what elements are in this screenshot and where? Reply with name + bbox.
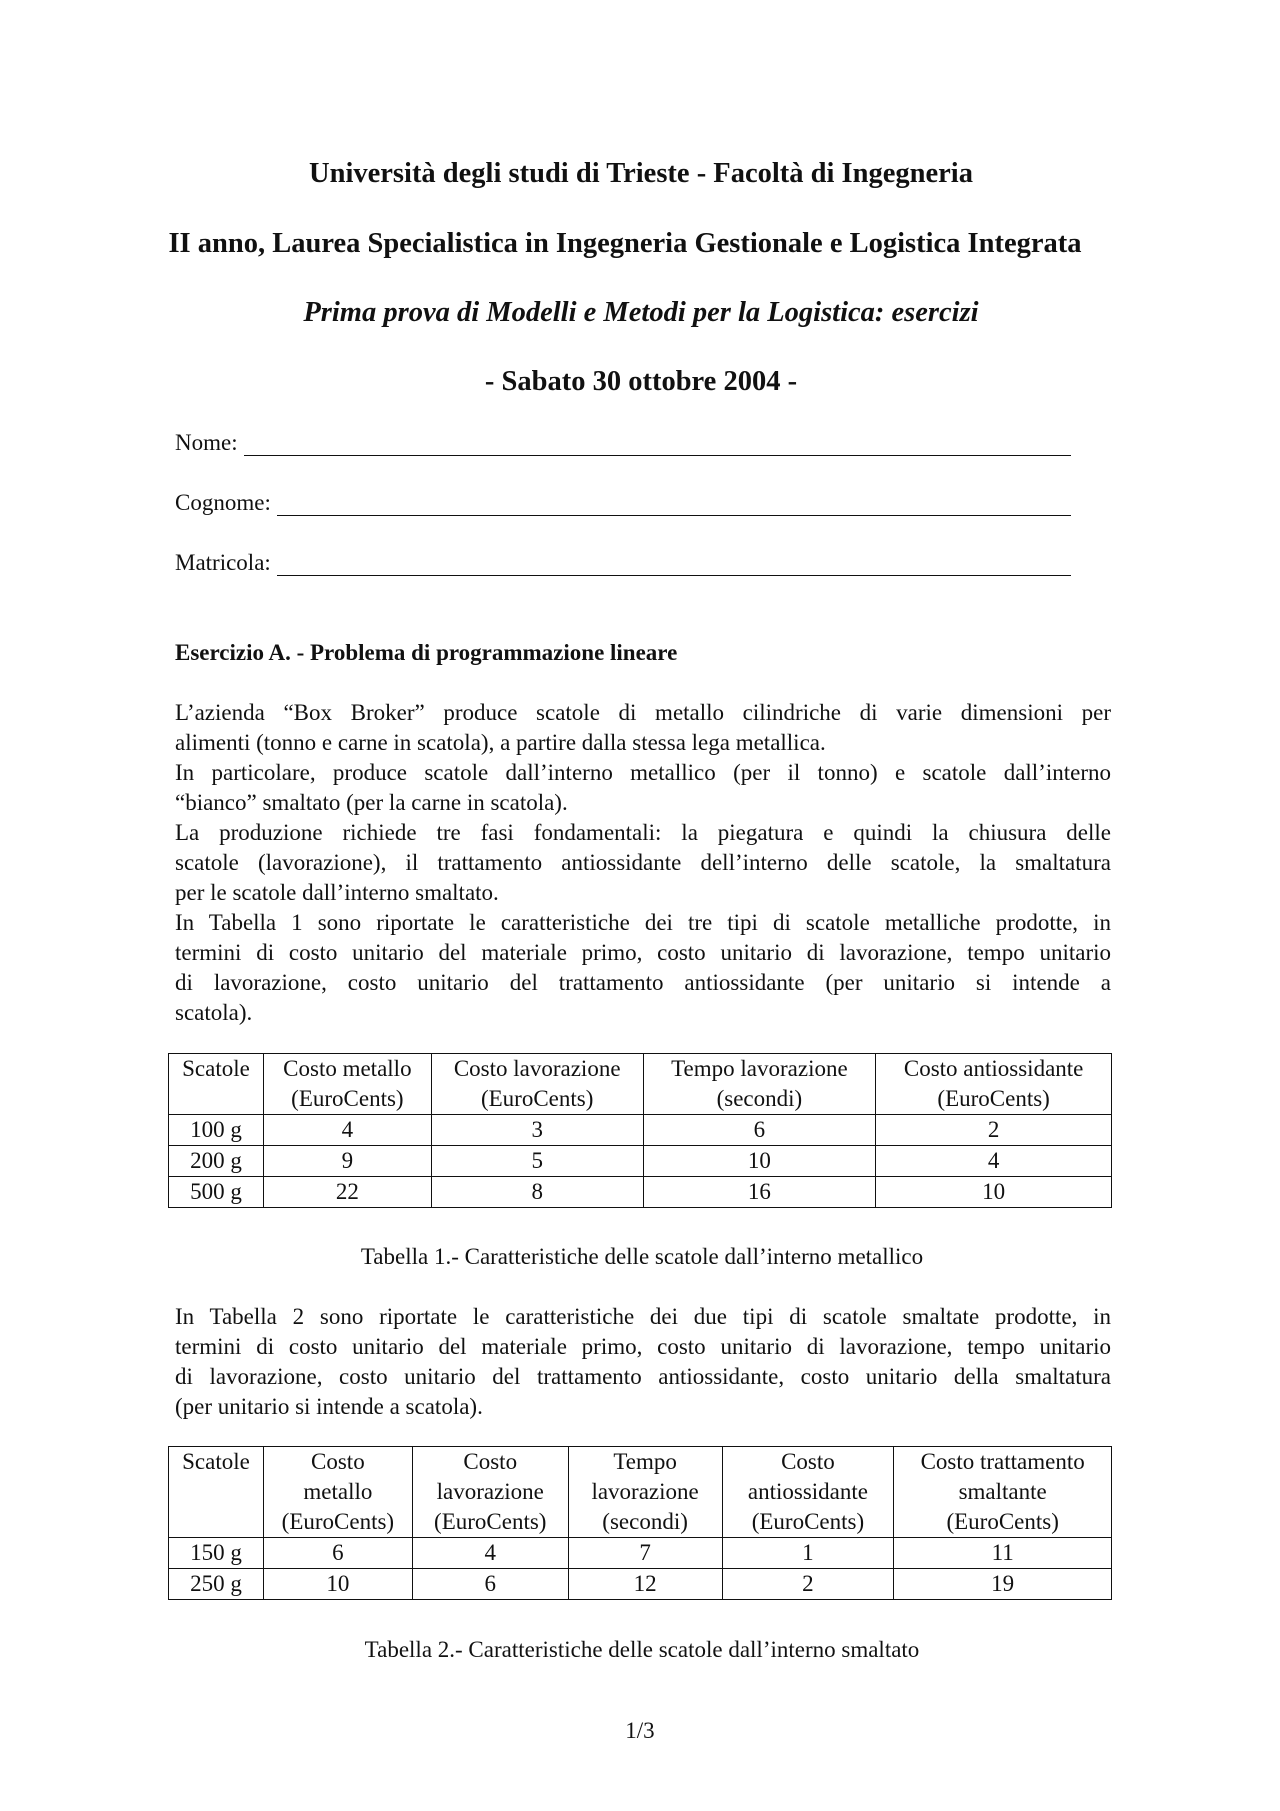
table-row <box>169 1569 1112 1600</box>
text-line: per le scatole dall’interno smaltato. <box>175 880 499 905</box>
header-cell: Costo lavorazione (EuroCents) <box>431 1054 643 1115</box>
text-line: In particolare, produce scatole dall’interno metallico (per il tonno) e scatole dall’interno <box>175 760 1111 785</box>
table-cell: 6 <box>412 1569 568 1600</box>
text-line: di lavorazione, costo unitario del trattamento antiossidante (per unitario si intende a <box>175 970 1111 995</box>
intro-paragraph <box>175 698 1111 1028</box>
table-cell: 12 <box>568 1569 722 1600</box>
table-cell: 3 <box>431 1115 643 1146</box>
table-cell: 9 <box>263 1146 431 1177</box>
table-cell: 10 <box>876 1177 1112 1208</box>
text-line: In Tabella 2 sono riportate le caratteristiche dei due tipi di scatole smaltate prodotte, in <box>175 1304 1111 1329</box>
page-number: 1/3 <box>625 1718 655 1743</box>
text-line: termini di costo unitario del materiale primo, costo unitario di lavorazione, tempo unitario <box>175 940 1111 965</box>
table-row <box>169 1115 1112 1146</box>
name-label: Nome: <box>175 430 238 455</box>
text-line: termini di costo unitario del materiale primo, costo unitario di lavorazione, tempo unitario <box>175 1334 1111 1359</box>
text-line: L’azienda “Box Broker” produce scatole di metallo cilindriche di varie dimensioni per <box>175 700 1111 725</box>
table-row <box>169 1177 1112 1208</box>
table-enamelled-boxes <box>168 1446 1112 1600</box>
text-line: “bianco” smaltato (per la carne in scatola). <box>175 790 568 815</box>
table-cell: 4 <box>876 1146 1112 1177</box>
table-metallic-boxes <box>168 1053 1112 1208</box>
course-title: II anno, Laurea Specialistica in Ingegneria Gestionale e Logistica Integrata <box>168 228 1082 259</box>
exam-date: - Sabato 30 ottobre 2004 - <box>484 366 798 397</box>
text-line: In Tabella 1 sono riportate le caratteristiche dei tre tipi di scatole metalliche prodotte, in <box>175 910 1111 935</box>
surname-label: Cognome: <box>175 490 271 515</box>
text-line: scatole (lavorazione), il trattamento antiossidante dell’interno delle scatole, la smaltatura <box>175 850 1111 875</box>
header-cell: Costo antiossidante (EuroCents) <box>722 1447 894 1538</box>
table-row <box>169 1538 1112 1569</box>
table-cell: 7 <box>568 1538 722 1569</box>
header-cell: Costo antiossidante (EuroCents) <box>876 1054 1112 1115</box>
table-header-row <box>169 1054 1112 1115</box>
header-cell: Costo trattamento smaltante (EuroCents) <box>894 1447 1112 1538</box>
university-title: Università degli studi di Trieste - Facoltà di Ingegneria <box>309 158 973 189</box>
table-cell: 22 <box>263 1177 431 1208</box>
text-line: di lavorazione, costo unitario del trattamento antiossidante, costo unitario della smaltatura <box>175 1364 1111 1389</box>
student-id-field[interactable] <box>175 546 1071 576</box>
table-cell: 4 <box>412 1538 568 1569</box>
table-row <box>169 1146 1112 1177</box>
table-cell: 1 <box>722 1538 894 1569</box>
text-line: La produzione richiede tre fasi fondamentali: la piegatura e quindi la chiusura delle <box>175 820 1111 845</box>
table-cell: 4 <box>263 1115 431 1146</box>
table-cell: 10 <box>643 1146 876 1177</box>
text-line: scatola). <box>175 1000 253 1025</box>
table-cell: 100 g <box>169 1115 264 1146</box>
student-id-blank-line[interactable] <box>277 554 1071 576</box>
text-line: (per unitario si intende a scatola). <box>175 1394 483 1419</box>
text-line: alimenti (tonno e carne in scatola), a partire dalla stessa lega metallica. <box>175 730 826 755</box>
table-cell: 2 <box>722 1569 894 1600</box>
name-field[interactable] <box>175 426 1071 456</box>
exam-title: Prima prova di Modelli e Metodi per la Logistica: esercizi <box>303 297 979 328</box>
table-cell: 5 <box>431 1146 643 1177</box>
surname-field[interactable] <box>175 486 1071 516</box>
table-cell: 19 <box>894 1569 1112 1600</box>
surname-blank-line[interactable] <box>277 494 1071 516</box>
table2-paragraph <box>175 1302 1111 1422</box>
table-cell: 150 g <box>169 1538 264 1569</box>
header-cell: Costo metallo (EuroCents) <box>263 1447 412 1538</box>
table-cell: 8 <box>431 1177 643 1208</box>
table-cell: 6 <box>263 1538 412 1569</box>
table-cell: 10 <box>263 1569 412 1600</box>
table-cell: 2 <box>876 1115 1112 1146</box>
table-cell: 200 g <box>169 1146 264 1177</box>
exercise-title: Esercizio A. - Problema di programmazione lineare <box>175 640 678 665</box>
student-id-label: Matricola: <box>175 550 271 575</box>
header-cell: Tempo lavorazione (secondi) <box>568 1447 722 1538</box>
table-cell: 250 g <box>169 1569 264 1600</box>
name-blank-line[interactable] <box>244 434 1071 456</box>
table2-caption: Tabella 2.- Caratteristiche delle scatole dall’interno smaltato <box>364 1637 920 1662</box>
header-cell: Costo metallo (EuroCents) <box>263 1054 431 1115</box>
table-cell: 16 <box>643 1177 876 1208</box>
table1-caption: Tabella 1.- Caratteristiche delle scatole dall’interno metallico <box>360 1244 924 1269</box>
header-cell: Costo lavorazione (EuroCents) <box>412 1447 568 1538</box>
table-cell: 6 <box>643 1115 876 1146</box>
header-cell: Tempo lavorazione (secondi) <box>643 1054 876 1115</box>
table-cell: 500 g <box>169 1177 264 1208</box>
table-cell: 11 <box>894 1538 1112 1569</box>
table-header-row <box>169 1447 1112 1538</box>
header-cell: Scatole <box>169 1054 264 1115</box>
header-cell: Scatole <box>169 1447 264 1538</box>
